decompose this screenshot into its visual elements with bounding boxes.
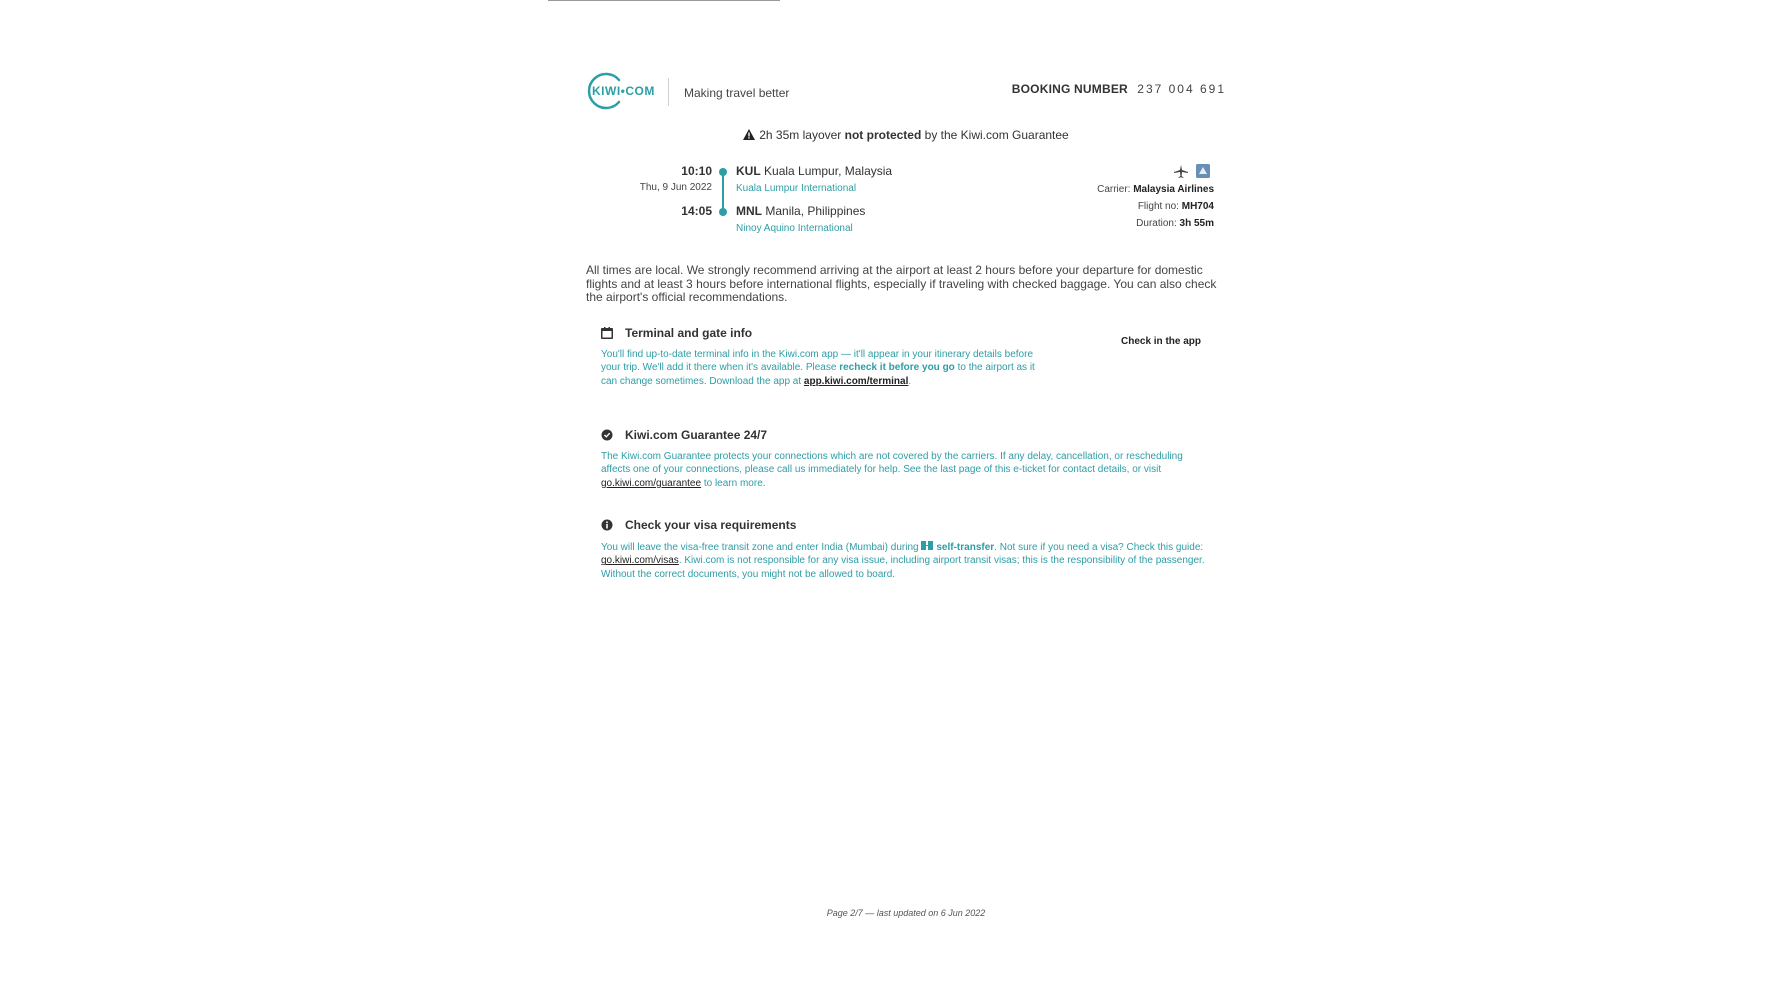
flight-no-row: [1138, 201, 1214, 212]
terminal-gate-section: [601, 326, 1211, 388]
guarantee-section: [601, 428, 1211, 490]
airline-logo-icon: [1196, 164, 1210, 178]
visa-text-3: . Kiwi.com is not responsible for any visa issue, including airport transit visas; this is the responsibility of the passenger. Without the correct documents, you might not be allowed to board.: [601, 555, 1205, 580]
check-in-app-button[interactable]: Check in the app: [1120, 336, 1201, 347]
layover-text: 2h 35m layover: [759, 128, 842, 142]
flight-no-value: MH704: [1181, 201, 1214, 212]
terminal-body: [601, 348, 1051, 388]
eticket-page: [586, 60, 1226, 940]
terminal-text-1: You'll find up-to-date terminal info in the Kiwi.com app — it'll appear in your itinerary details before your trip. We'll add it there when it's available. Please: [601, 349, 1034, 374]
carrier-row: [1097, 184, 1214, 195]
info-circle-icon: [601, 519, 613, 531]
carrier-label: Carrier:: [1097, 184, 1131, 195]
layover-emphasis: not protected: [844, 128, 922, 142]
destination: [736, 204, 865, 218]
duration-label: Duration:: [1136, 218, 1177, 229]
visa-title: Check your visa requirements: [625, 518, 797, 532]
kiwi-logo: [586, 72, 664, 110]
guarantee-link[interactable]: go.kiwi.com/guarantee: [601, 477, 702, 489]
origin: [736, 164, 892, 178]
visa-body: [601, 540, 1209, 581]
guarantee-text-2: to learn more.: [701, 477, 766, 489]
page-footer: Page 2/7 — last updated on 6 Jun 2022: [826, 908, 986, 918]
visa-section: [601, 518, 1211, 581]
layover-suffix: by the Kiwi.com Guarantee: [924, 128, 1069, 142]
flight-no-label: Flight no:: [1137, 201, 1179, 212]
terminal-app-link[interactable]: app.kiwi.com/terminal: [803, 375, 909, 387]
booking-number-label: BOOKING NUMBER: [1011, 82, 1128, 96]
visa-guide-link[interactable]: go.kiwi.com/visas: [601, 555, 679, 567]
logo-text: KIWI•COM: [592, 84, 655, 98]
guarantee-text-1: The Kiwi.com Guarantee protects your connections which are not covered by the carriers. If any delay, cancellation, or rescheduling affects one of your connections, please call us immediately for help. See the last page of this e-ticket for contact details, or visit: [601, 451, 1183, 476]
visa-text-1: You will leave the visa-free transit zone and enter India (Mumbai) during: [601, 542, 922, 553]
self-transfer-icon: [921, 540, 933, 551]
guarantee-badge-icon: [601, 429, 613, 441]
departure-date: Thu, 9 Jun 2022: [639, 182, 712, 193]
booking-number-block: [1012, 82, 1226, 96]
warning-triangle-icon: [743, 129, 755, 140]
destination-airport: Ninoy Aquino International: [736, 223, 853, 234]
tagline: Making travel better: [684, 86, 790, 100]
visa-text-2: . Not sure if you need a visa? Check this guide:: [994, 542, 1204, 553]
carrier-icons: [1174, 164, 1214, 180]
arrival-time: 14:05: [681, 204, 712, 218]
calendar-icon: [601, 327, 613, 339]
departure-time: 10:10: [681, 164, 712, 178]
terminal-text-3: .: [908, 375, 912, 387]
visa-self-transfer: self-transfer: [936, 542, 995, 553]
scan-edge-line: [548, 0, 780, 1]
layover-warning: [586, 128, 1226, 142]
origin-code: KUL: [736, 164, 761, 178]
origin-airport: Kuala Lumpur International: [736, 183, 857, 194]
local-times-notice: All times are local. We strongly recommend arriving at the airport at least 2 hours before your departure for domestic flights and at least 3 hours before international flights, especially if traveling with checked baggage. You can also check the airport's official recommendations.: [586, 263, 1217, 304]
route-line: [722, 170, 724, 212]
header: [586, 72, 1226, 116]
terminal-text-2: to the airport as it can change sometimes. Download the app at: [601, 362, 1035, 387]
destination-code: MNL: [736, 204, 762, 218]
header-divider: [668, 78, 669, 106]
destination-city: Manila, Philippines: [765, 204, 866, 218]
booking-number-value: 237 004 691: [1137, 82, 1226, 96]
guarantee-body: [601, 450, 1209, 490]
duration-row: [1136, 218, 1214, 229]
origin-city: Kuala Lumpur, Malaysia: [764, 164, 893, 178]
guarantee-title: Kiwi.com Guarantee 24/7: [625, 428, 768, 442]
carrier-value: Malaysia Airlines: [1133, 184, 1214, 195]
duration-value: 3h 55m: [1179, 218, 1214, 229]
destination-dot: [719, 208, 727, 216]
flight-segment: [586, 160, 1226, 256]
airplane-icon: [1174, 165, 1188, 178]
terminal-recheck: recheck it before you go: [839, 362, 955, 374]
terminal-title: Terminal and gate info: [625, 326, 753, 340]
